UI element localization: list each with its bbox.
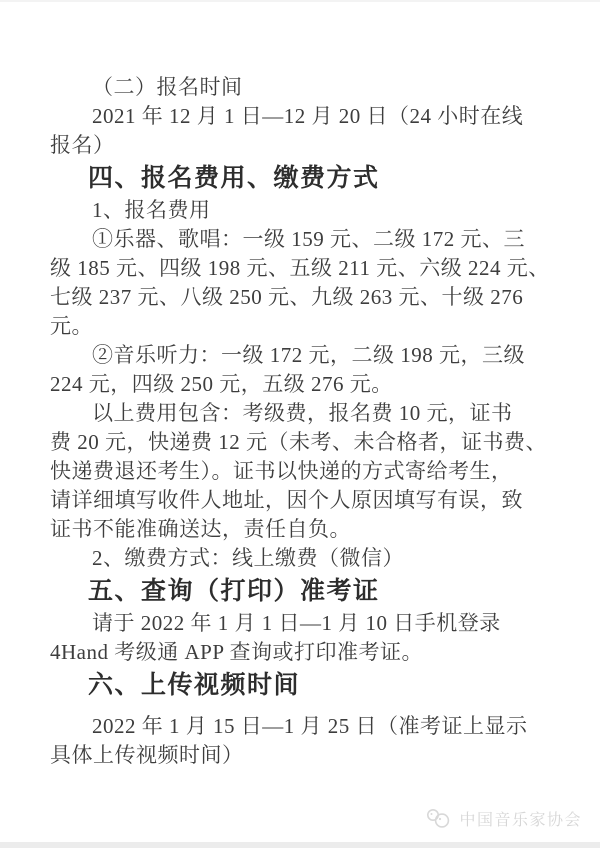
watermark-label: 中国音乐家协会 xyxy=(459,811,582,829)
subheading-payment-method: 2、缴费方式：线上缴费（微信） xyxy=(92,546,404,570)
doc-line: 具体上传视频时间） xyxy=(50,743,244,767)
doc-line: 快递费退还考生）。证书以快递的方式寄给考生， xyxy=(50,459,513,483)
doc-line: 2021 年 12 月 1 日—12 月 20 日（24 小时在线 xyxy=(92,104,524,128)
doc-line: 请详细填写收件人地址，因个人原因填写有误，致 xyxy=(50,488,523,512)
subheading-registration-time: （二）报名时间 xyxy=(92,75,243,99)
doc-line: ②音乐听力：一级 172 元，二级 198 元，三级 xyxy=(92,343,525,367)
doc-line: 请于 2022 年 1 月 1 日—1 月 10 日手机登录 xyxy=(92,611,501,635)
heading-section-5-admission-ticket: 五、查询（打印）准考证 xyxy=(88,577,380,605)
heading-section-4-fees: 四、报名费用、缴费方式 xyxy=(88,164,380,192)
doc-line: 费 20 元，快递费 12 元（未考、未合格者，证书费、 xyxy=(50,430,547,454)
doc-line: 七级 237 元、八级 250 元、九级 263 元、十级 276 xyxy=(50,285,524,309)
doc-line: 级 185 元、四级 198 元、五级 211 元、六级 224 元、 xyxy=(50,256,550,280)
musicians-association-logo-icon xyxy=(425,808,452,829)
page-bottom-edge xyxy=(0,842,600,848)
doc-line: 224 元，四级 250 元，五级 276 元。 xyxy=(50,372,393,396)
doc-line: 报名） xyxy=(50,133,115,157)
heading-section-6-video-upload: 六、上传视频时间 xyxy=(88,671,301,699)
doc-line: 4Hand 考级通 APP 查询或打印准考证。 xyxy=(50,640,423,664)
subheading-registration-fee: 1、报名费用 xyxy=(92,198,211,222)
document-body xyxy=(50,73,554,770)
doc-line: 以上费用包含：考级费，报名费 10 元，证书 xyxy=(92,401,513,425)
doc-line: 证书不能准确送达，责任自负。 xyxy=(50,517,351,541)
doc-line: 元。 xyxy=(50,314,93,338)
watermark xyxy=(425,806,582,830)
doc-line: ①乐器、歌唱：一级 159 元、二级 172 元、三 xyxy=(92,227,525,251)
doc-line: 2022 年 1 月 15 日—1 月 25 日（准考证上显示 xyxy=(92,714,528,738)
page-top-edge xyxy=(0,0,600,2)
